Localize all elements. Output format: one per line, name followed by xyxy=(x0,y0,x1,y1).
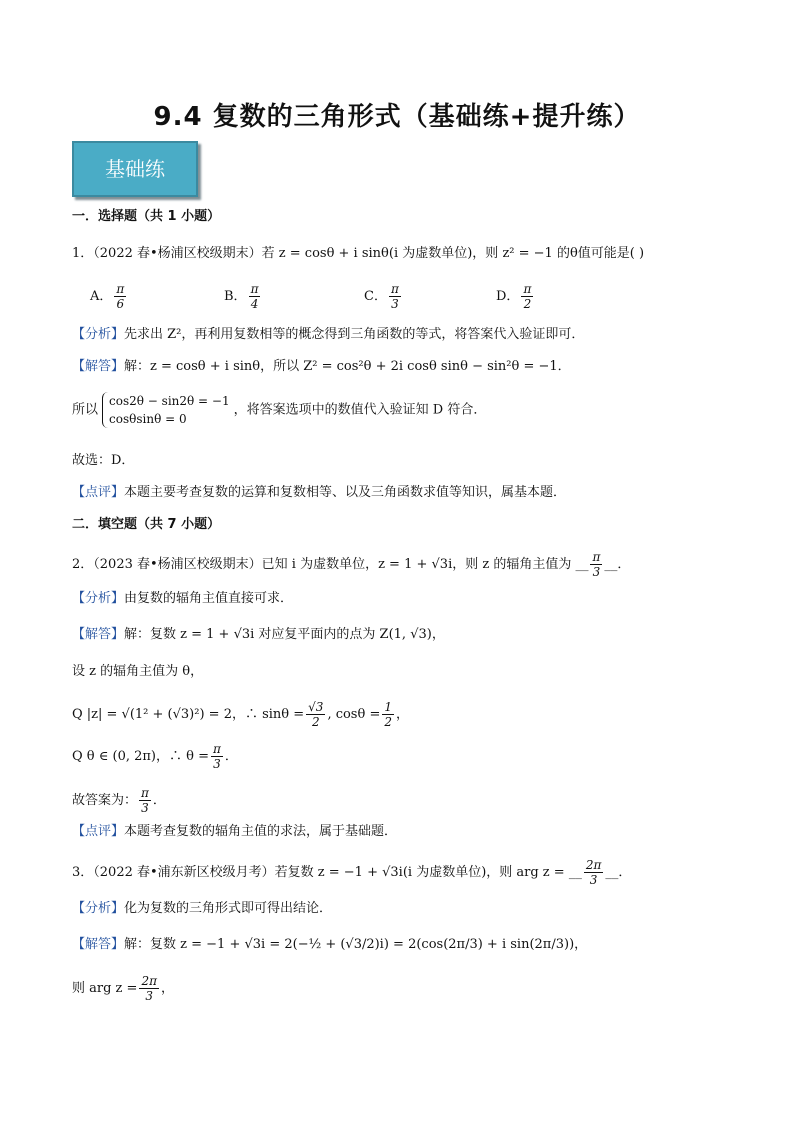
q2-analysis: 【分析】由复数的辐角主值直接可求． xyxy=(72,591,294,606)
q1-comment: 【点评】本题主要考查复数的运算和复数相等、以及三角函数求值等知识，属基本题． xyxy=(72,485,567,500)
section-heading-choice: 一．选择题（共 1 小题） xyxy=(72,209,221,224)
q3-solution: 【解答】解：复数 z = −1 + √3i = 2(−½ + (√3/2)i) = 2(cos(2π/3) + i sin(2π/3))， xyxy=(72,937,588,952)
analysis-tag: 【分析】 xyxy=(72,327,125,342)
q2-step3: Q θ ∈ (0, 2π)，∴ θ = $\frac{\pi}{3}$ ． xyxy=(72,742,238,771)
q2-step1: 设 z 的辐角主值为 θ， xyxy=(72,664,204,679)
equation-system: cos2θ − sin2θ = −1 cosθsinθ = 0 xyxy=(102,392,230,428)
option-b: B． $\frac{\pi}{4}$ xyxy=(224,282,259,311)
option-a: A． $\frac{\pi}{6}$ xyxy=(90,282,125,311)
q2-comment: 【点评】本题考查复数的辐角主值的求法，属于基础题． xyxy=(72,824,398,839)
solution-tag: 【解答】 xyxy=(72,359,125,374)
q2-answer: 故答案为： $\frac{\pi}{3}$ ． xyxy=(72,786,166,815)
q3-last: 则 arg z = $\frac{2\pi}{3}$ ， xyxy=(72,974,174,1003)
q1-solution: 【解答】解：z = cosθ + i sinθ，所以 Z² = cos²θ + 2i cosθ sinθ − sin²θ = −1． xyxy=(72,359,571,374)
q1-system: 所以 cos2θ − sin2θ = −1 cosθsinθ = 0 ，将答案选项中的数值代入验证知 D 符合． xyxy=(72,394,487,426)
q1-choice: 故选：D． xyxy=(72,453,135,468)
option-d: D． $\frac{\pi}{2}$ xyxy=(496,282,532,311)
page-title: 9.4 复数的三角形式（基础练+提升练） xyxy=(153,102,641,132)
section-label-basic: 基础练 xyxy=(72,141,198,197)
q1-analysis: 【分析】先求出 Z²，再利用复数相等的概念得到三角函数的等式，将答案代入验证即可． xyxy=(72,327,585,342)
question-2-stem: 2．（2023 春•杨浦区校级期末）已知 i 为虚数单位，z = 1 + √3i，则 z 的辐角主值为 __ $\frac{\pi}{3}$ __． xyxy=(72,550,631,579)
question-1-stem: 1．（2022 春•杨浦区校级期末）若 z = cosθ + i sinθ(i 为虚数单位)，则 z² = −1 的θ值可能是( ) xyxy=(72,246,645,261)
q2-step2: Q |z| = √(1² + (√3)²) = 2，∴ sinθ = $\frac{√3}{2}$ , cosθ = $\frac{1}{2}$ ， xyxy=(72,700,409,729)
question-3-stem: 3．（2022 春•浦东新区校级月考）若复数 z = −1 + √3i(i 为虚数单位)，则 arg z = __ $\frac{2\pi}{3}$ __． xyxy=(72,858,632,887)
q3-analysis: 【分析】化为复数的三角形式即可得出结论． xyxy=(72,901,333,916)
section-heading-fill: 二．填空题（共 7 小题） xyxy=(72,517,221,532)
option-c: C． $\frac{\pi}{3}$ xyxy=(364,282,399,311)
comment-tag: 【点评】 xyxy=(72,485,125,500)
q2-solution: 【解答】解：复数 z = 1 + √3i 对应复平面内的点为 Z(1, √3)， xyxy=(72,627,445,642)
